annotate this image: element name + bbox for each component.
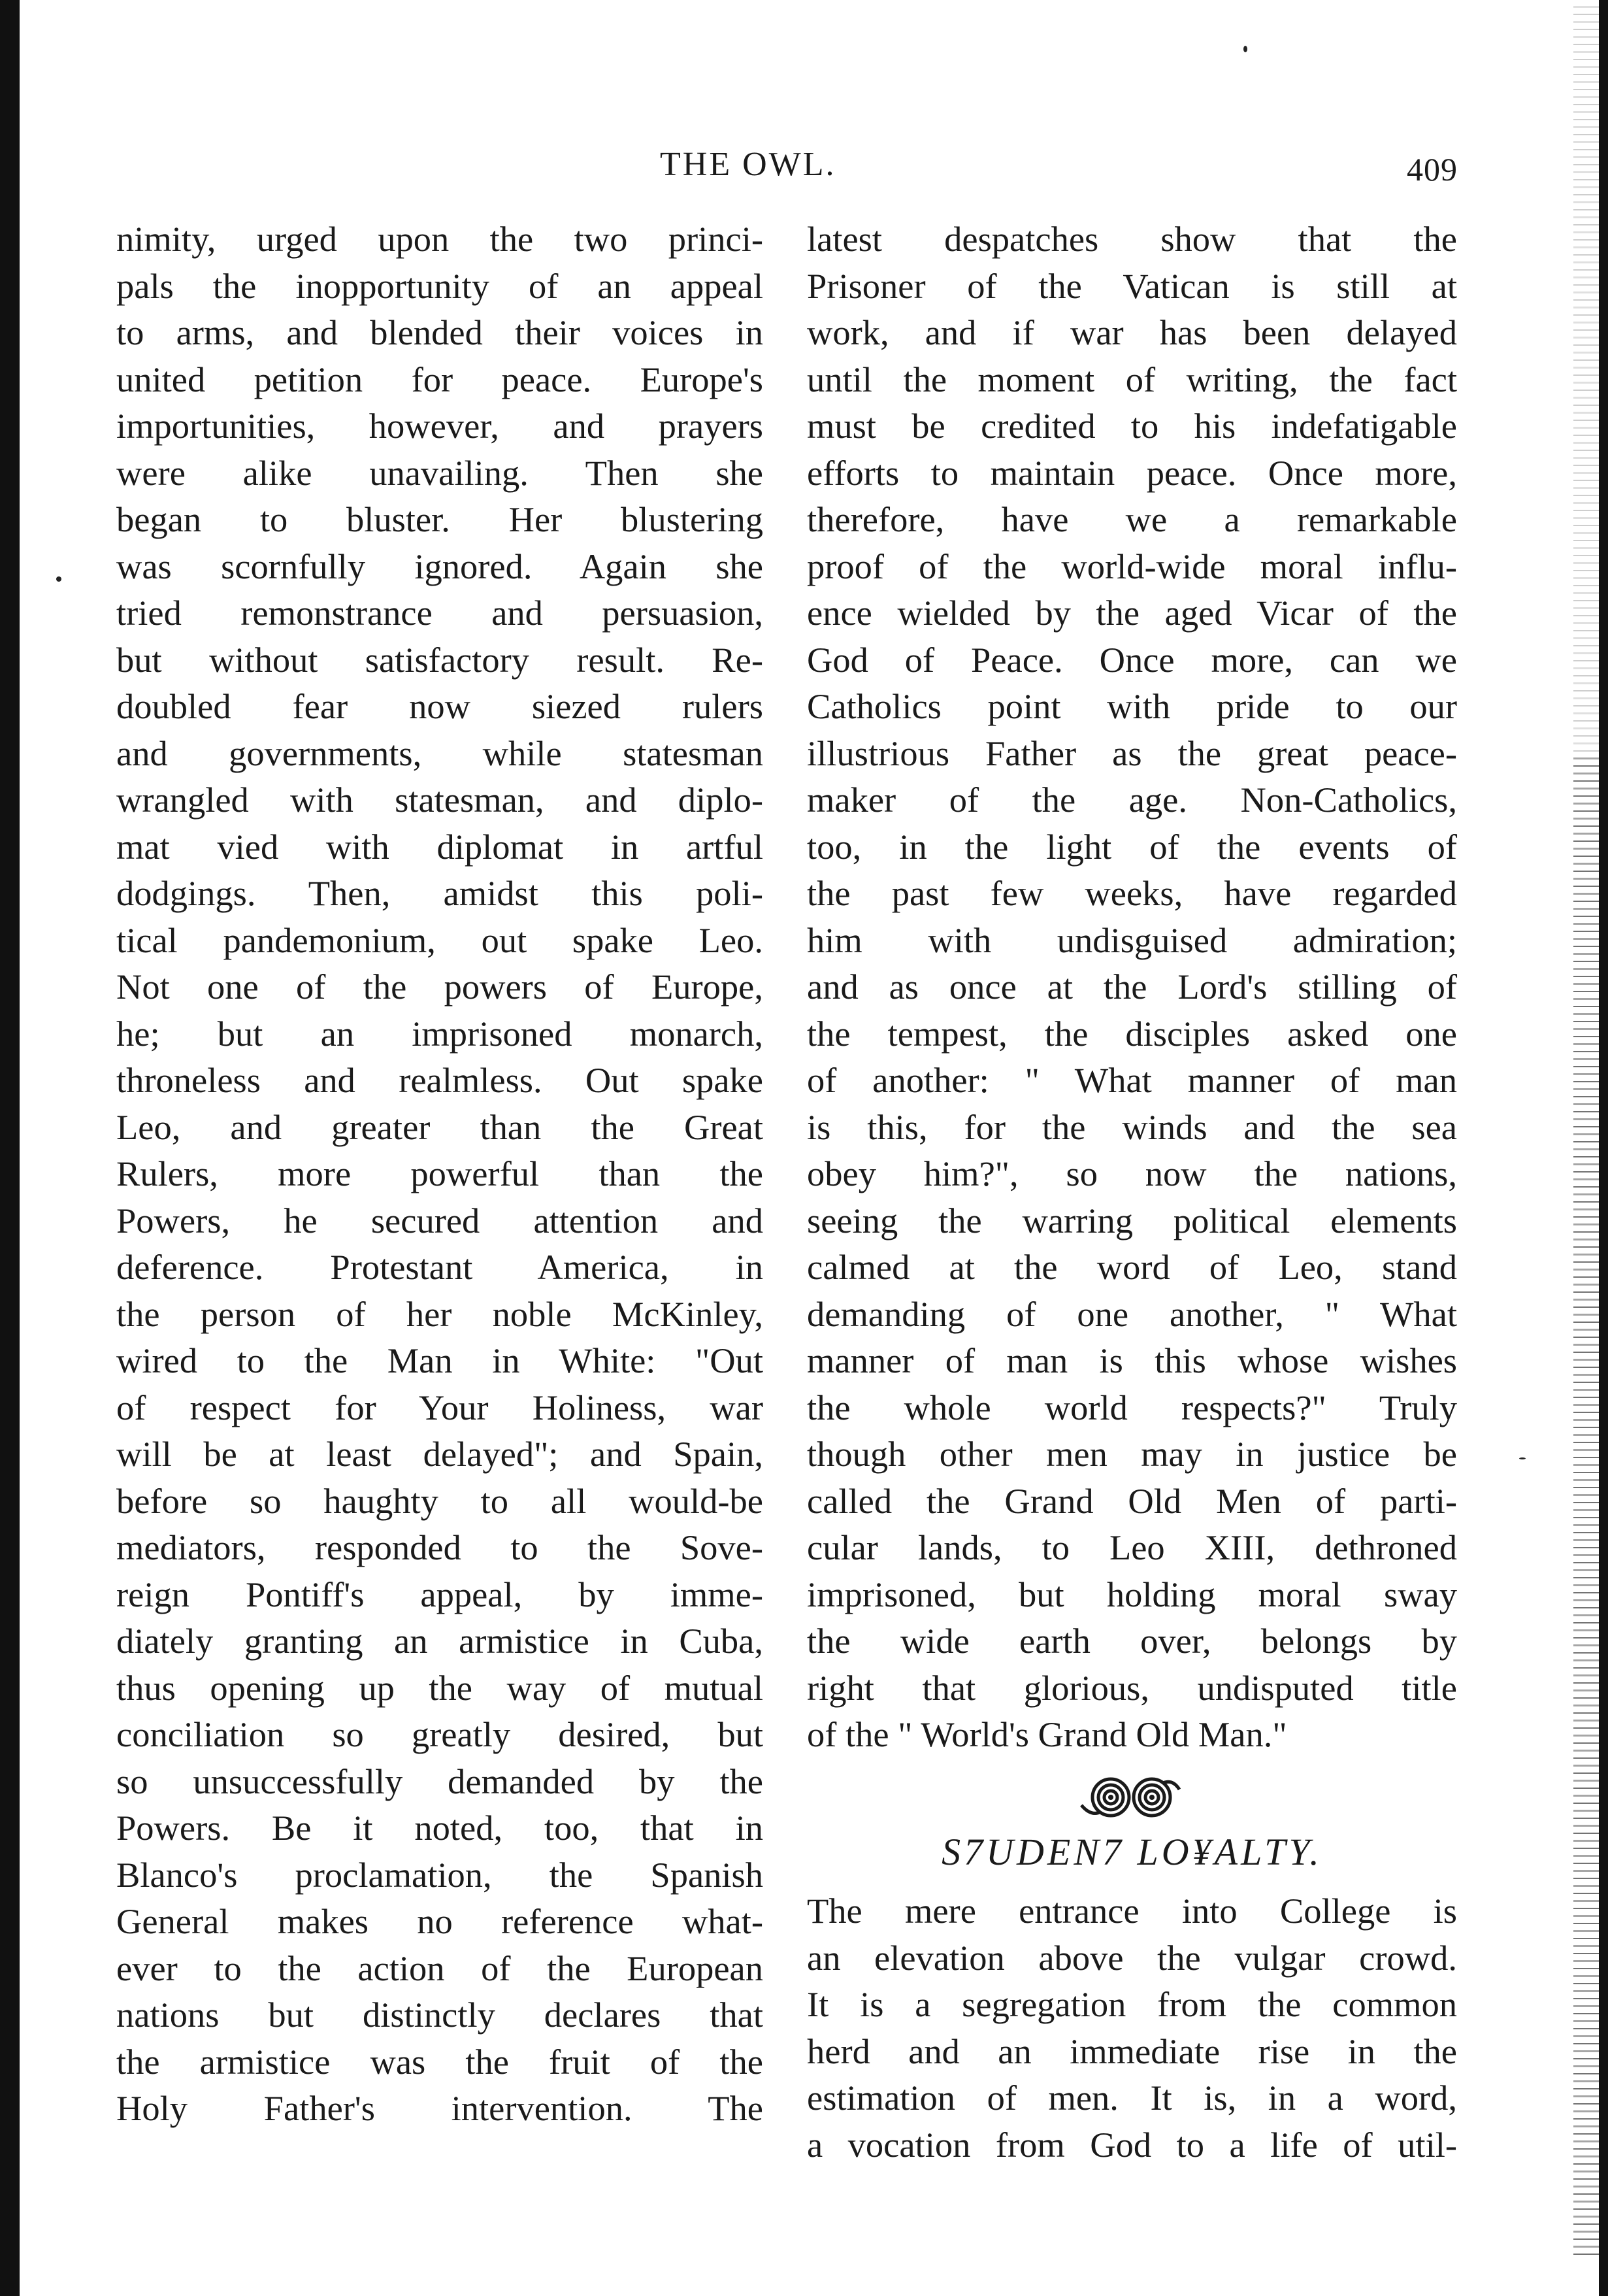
text-line: until the moment of writing, the fact [807, 359, 1457, 399]
text-line: importunities, however, and prayers [116, 406, 763, 446]
text-line: of respect for Your Holiness, war [116, 1387, 763, 1427]
scan-noise-lower [1573, 752, 1600, 2255]
text-line: the past few weeks, have regarded [807, 873, 1457, 913]
text-line: God of Peace. Once more, can we [807, 639, 1457, 680]
text-line: latest despatches show that the [807, 219, 1457, 259]
text-line: tried remonstrance and persuasion, [116, 593, 763, 633]
text-line: was scornfully ignored. Again she [116, 546, 763, 586]
text-line: efforts to maintain peace. Once more, [807, 452, 1457, 493]
text-line: of the " World's Grand Old Man." [807, 1714, 1287, 1754]
text-line: Powers, he secured attention and [116, 1200, 763, 1240]
text-line: wired to the Man in White: "Out [116, 1340, 763, 1380]
left-text-column [116, 216, 763, 2132]
text-line: manner of man is this whose wishes [807, 1340, 1457, 1380]
text-line: were alike unavailing. Then she [116, 452, 763, 493]
text-line: imprisoned, but holding moral sway [807, 1574, 1457, 1614]
text-line: seeing the warring political elements [807, 1200, 1457, 1240]
text-line: began to bluster. Her blustering [116, 499, 763, 539]
text-line: The mere entrance into College is [807, 1891, 1457, 1931]
text-line: the person of her noble McKinley, [116, 1293, 763, 1334]
text-line: herd and an immediate rise in the [807, 2031, 1457, 2071]
text-line: and as once at the Lord's stilling of [807, 967, 1457, 1007]
text-line: the armistice was the fruit of the [116, 2041, 763, 2082]
text-line: must be credited to his indefatigable [807, 406, 1457, 446]
text-line: conciliation so greatly desired, but [116, 1714, 763, 1754]
scan-speck [1243, 46, 1247, 52]
text-line: work, and if war has been delayed [807, 312, 1457, 352]
text-line: maker of the age. Non-Catholics, [807, 780, 1457, 820]
text-line: united petition for peace. Europe's [116, 359, 763, 399]
text-line: proof of the world-wide moral influ- [807, 546, 1457, 586]
text-line: Rulers, more powerful than the [116, 1154, 763, 1193]
text-line: he; but an imprisoned monarch, [116, 1013, 763, 1054]
text-line: diately granting an armistice in Cuba, [116, 1621, 763, 1661]
double-swirl-ornament-icon [1075, 1771, 1186, 1823]
text-line: of another: " What manner of man [807, 1060, 1457, 1100]
text-line: a vocation from God to a life of util- [807, 2124, 1457, 2165]
text-line: Powers. Be it noted, too, that in [116, 1808, 763, 1848]
text-line: and governments, while statesman [116, 733, 763, 773]
text-line: but without satisfactory result. Re- [116, 639, 763, 680]
text-line: obey him?", so now the nations, [807, 1154, 1457, 1193]
scan-right-border [1568, 0, 1608, 2296]
text-line: mat vied with diplomat in artful [116, 826, 763, 867]
text-line: the wide earth over, belongs by [807, 1621, 1457, 1661]
section-heading: S7UDEN7 LO¥ALTY. [942, 1831, 1322, 1873]
text-line: is this, for the winds and the sea [807, 1106, 1457, 1147]
text-line: nations but distinctly declares that [116, 1995, 763, 2035]
text-line: Blanco's proclamation, the Spanish [116, 1854, 763, 1895]
text-line: to arms, and blended their voices in [116, 312, 763, 352]
text-line: cular lands, to Leo XIII, dethroned [807, 1527, 1457, 1567]
text-line: the tempest, the disciples asked one [807, 1013, 1457, 1054]
page-title: THE OWL. [660, 146, 836, 183]
text-line: therefore, have we a remarkable [807, 499, 1457, 539]
text-line: ence wielded by the aged Vicar of the [807, 593, 1457, 633]
text-line: calmed at the word of Leo, stand [807, 1247, 1457, 1287]
text-line: reign Pontiff's appeal, by imme- [116, 1574, 763, 1614]
scan-edge-strip [1599, 0, 1608, 2296]
scan-speck [56, 576, 61, 582]
text-line: doubled fear now siezed rulers [116, 686, 763, 726]
text-line: before so haughty to all would-be [116, 1480, 763, 1521]
text-line: illustrious Father as the great peace- [807, 733, 1457, 773]
right-text-column-continued [807, 1888, 1457, 2168]
scan-left-border [0, 0, 20, 2296]
text-line: tical pandemonium, out spake Leo. [116, 920, 763, 960]
text-line: estimation of men. It is, in a word, [807, 2078, 1457, 2118]
text-line: General makes no reference what- [116, 1901, 763, 1941]
text-line: Holy Father's intervention. The [116, 2088, 763, 2128]
text-line: Prisoner of the Vatican is still at [807, 265, 1457, 306]
text-line: the whole world respects?" Truly [807, 1387, 1457, 1427]
text-line: called the Grand Old Men of parti- [807, 1480, 1457, 1521]
text-line: thus opening up the way of mutual [116, 1667, 763, 1708]
text-line: throneless and realmless. Out spake [116, 1060, 763, 1100]
text-line: him with undisguised admiration; [807, 920, 1457, 960]
text-line: too, in the light of the events of [807, 826, 1457, 867]
text-line: dodgings. Then, amidst this poli- [116, 873, 763, 913]
text-line: an elevation above the vulgar crowd. [807, 1937, 1457, 1978]
right-text-column [807, 216, 1457, 1758]
text-line: so unsuccessfully demanded by the [116, 1761, 763, 1801]
text-line: mediators, responded to the Sove- [116, 1527, 763, 1567]
text-line: ever to the action of the European [116, 1948, 763, 1988]
scan-speck [1519, 1457, 1526, 1459]
text-line: It is a segregation from the common [807, 1984, 1457, 2024]
text-line: demanding of one another, " What [807, 1293, 1457, 1334]
text-line: will be at least delayed"; and Spain, [116, 1434, 763, 1474]
text-line: deference. Protestant America, in [116, 1247, 763, 1287]
scan-noise-upper [1573, 0, 1600, 752]
text-line: pals the inopportunity of an appeal [116, 265, 763, 306]
text-line: though other men may in justice be [807, 1434, 1457, 1474]
text-line: Not one of the powers of Europe, [116, 967, 763, 1007]
text-line: Catholics point with pride to our [807, 686, 1457, 726]
text-line: nimity, urged upon the two princi- [116, 219, 763, 259]
text-line: right that glorious, undisputed title [807, 1667, 1457, 1708]
text-line: wrangled with statesman, and diplo- [116, 780, 763, 820]
page-number: 409 [1407, 151, 1458, 188]
text-line: Leo, and greater than the Great [116, 1106, 763, 1147]
